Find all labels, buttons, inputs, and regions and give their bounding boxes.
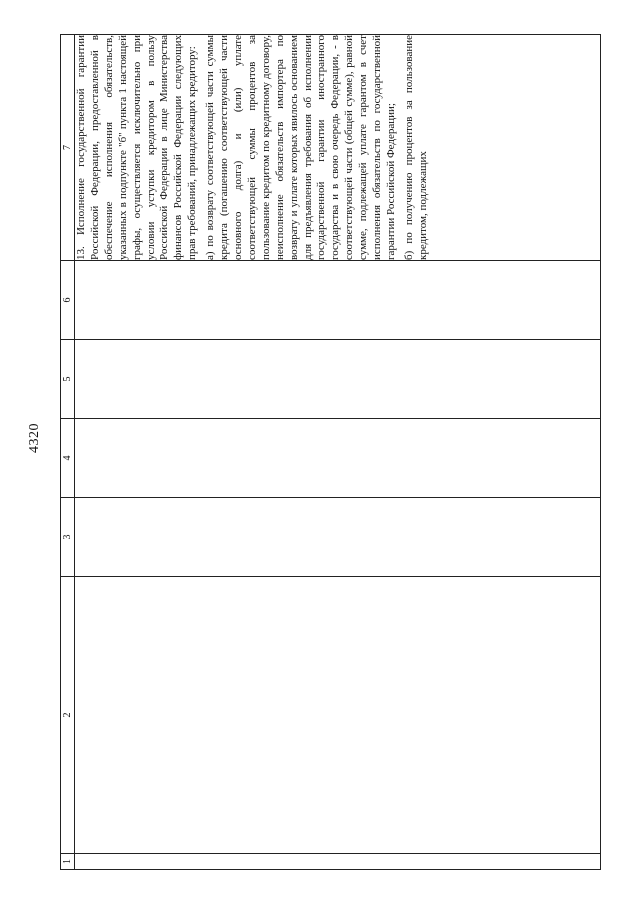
column-number-3: 3 bbox=[61, 498, 75, 577]
document-table bbox=[60, 34, 601, 870]
cell-col-6 bbox=[75, 261, 601, 340]
cell-col-5 bbox=[75, 340, 601, 419]
column-number-4: 4 bbox=[61, 419, 75, 498]
cell-col-3 bbox=[75, 498, 601, 577]
cell-col-4 bbox=[75, 419, 601, 498]
rotated-page bbox=[60, 35, 600, 870]
column-number-1: 1 bbox=[61, 854, 75, 870]
paragraph-b-interest: б) по получению процентов за пользование кредитом, подлежащих bbox=[402, 35, 429, 260]
column-number-row bbox=[61, 35, 75, 870]
cell-col-2 bbox=[75, 577, 601, 854]
column-number-2: 2 bbox=[61, 577, 75, 854]
column-number-6: 6 bbox=[61, 261, 75, 340]
landscape-content bbox=[60, 35, 600, 870]
column-number-7: 7 bbox=[61, 35, 75, 261]
column-number-5: 5 bbox=[61, 340, 75, 419]
cell-col-1 bbox=[75, 854, 601, 870]
cell-col-7 bbox=[75, 35, 601, 261]
paragraph-a-principal-repayment: а) по возврату соответствующей части суммы кредита (погашению соответствующей части основного долга) и (или) уплате соответствующей суммы процентов за пользование кредитом по кредитному договору, неисполнение обязательств импортера по возврату и уплате которых явилось основанием для предъявления требования об исполнении государственной гарантии иностранного государства и в свою очередь Федерации, - в соответствующей части (общей сумме), равной сумме, подлежащей уплате гарантом в счет исполнения обязательств по государственной гарантии Российской Федерации; bbox=[204, 35, 397, 260]
paragraph-13-guarantee: 13. Исполнение государственной гарантии Российской Федерации, предоставленной в обеспечение исполнения обязательств, указанных в подпункте "б" пункта 1 настоящей графы, осуществляется исключительно при условии уступки кредитором в пользу Российской Федерации в лице Министерства финансов Российской Федерации следующих прав требований, принадлежащих кредитору: bbox=[75, 35, 199, 260]
table-body-row bbox=[75, 35, 601, 870]
page-number: 4320 bbox=[27, 423, 42, 453]
